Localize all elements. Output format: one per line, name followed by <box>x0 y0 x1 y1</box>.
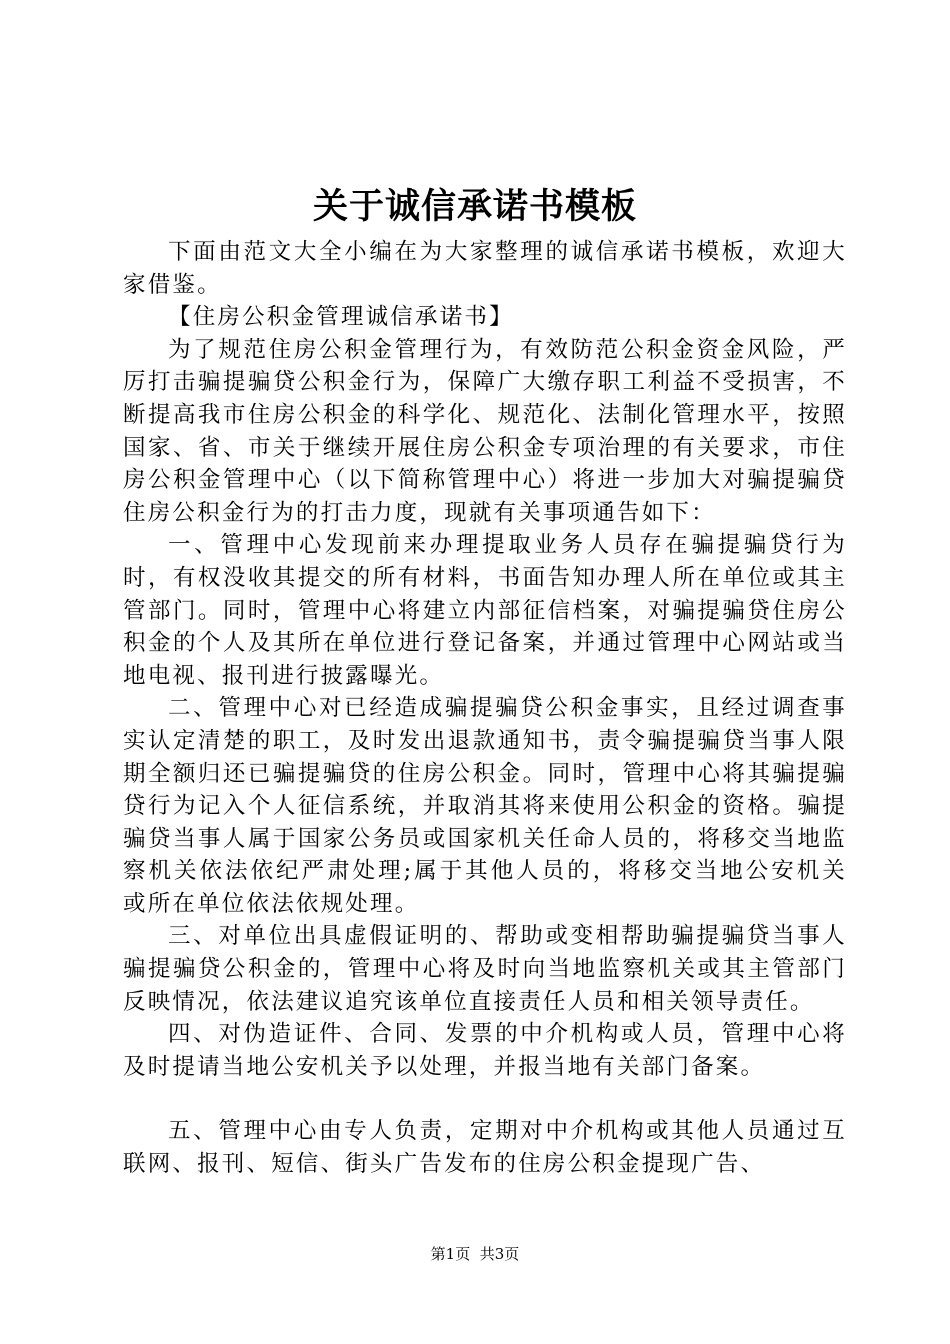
total-pages: 共3页 <box>479 1245 520 1263</box>
body-paragraph: 五、管理中心由专人负责，定期对中介机构或其他人员通过互联网、报刊、短信、街头广告发布的住房公积金提现广告、 <box>123 1118 847 1178</box>
body-paragraph: 一、管理中心发现前来办理提取业务人员存在骗提骗贷行为时，有权没收其提交的所有材料，书面告知办理人所在单位或其主管部门。同时，管理中心将建立内部征信档案，对骗提骗贷住房公积金的个人及其所在单位进行登记备案，并通过管理中心网站或当地电视、报刊进行披露曝光。 <box>123 532 847 689</box>
section-heading: 【住房公积金管理诚信承诺书】 <box>168 304 514 331</box>
page-footer <box>0 1243 950 1265</box>
body-paragraph: 三、对单位出具虚假证明的、帮助或变相帮助骗提骗贷当事人骗提骗贷公积金的，管理中心将及时向当地监察机关或其主管部门反映情况，依法建议追究该单位直接责任人员和相关领导责任。 <box>123 923 847 1015</box>
body-paragraph: 为了规范住房公积金管理行为，有效防范公积金资金风险，严厉打击骗提骗贷公积金行为，保障广大缴存职工利益不受损害，不断提高我市住房公积金的科学化、规范化、法制化管理水平，按照国家、省、市关于继续开展住房公积金专项治理的有关要求，市住房公积金管理中心（以下简称管理中心）将进一步加大对骗提骗贷住房公积金行为的打击力度，现就有关事项通告如下： <box>123 336 847 526</box>
page-number: 第1页 <box>430 1245 471 1263</box>
body-paragraph: 二、管理中心对已经造成骗提骗贷公积金事实，且经过调查事实认定清楚的职工，及时发出退款通知书，责令骗提骗贷当事人限期全额归还已骗提骗贷的住房公积金。同时，管理中心将其骗提骗贷行为记入个人征信系统，并取消其将来使用公积金的资格。骗提骗贷当事人属于国家公务员或国家机关任命人员的，将移交当地监察机关依法依纪严肃处理;属于其他人员的，将移交当地公安机关或所在单位依法依规处理。 <box>123 695 847 917</box>
body-paragraph: 四、对伪造证件、合同、发票的中介机构或人员，管理中心将及时提请当地公安机关予以处理，并报当地有关部门备案。 <box>123 1021 847 1080</box>
intro-paragraph: 下面由范文大全小编在为大家整理的诚信承诺书模板，欢迎大家借鉴。 <box>123 239 847 298</box>
document-body <box>123 236 847 1181</box>
document-title: 关于诚信承诺书模板 <box>312 186 637 227</box>
